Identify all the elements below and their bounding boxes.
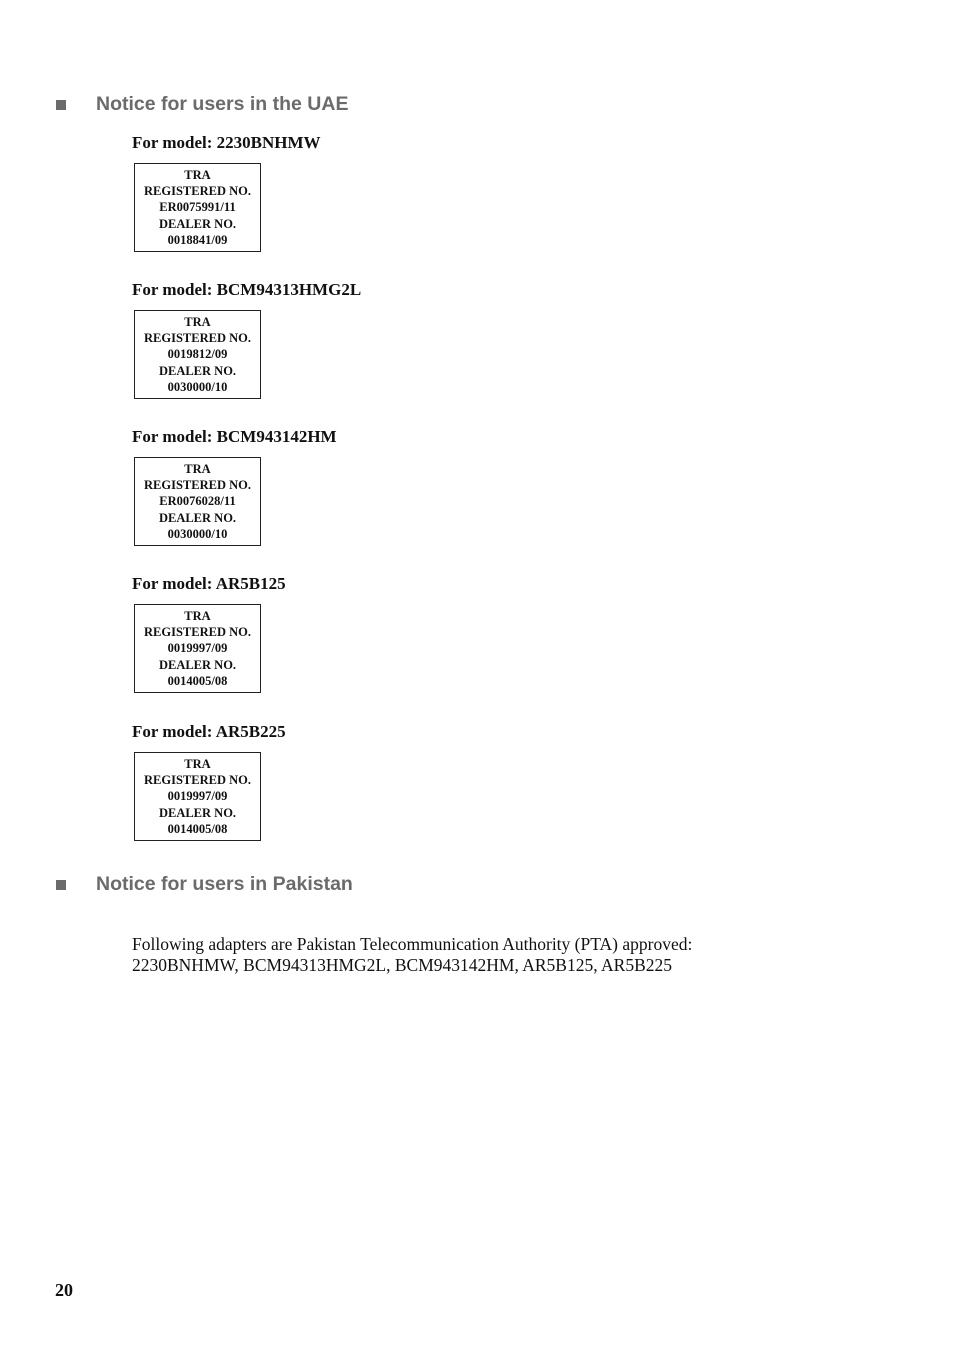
tra-line: TRA — [184, 167, 211, 182]
tra-line: DEALER NO. — [158, 363, 237, 378]
tra-line: REGISTERED NO. — [144, 331, 251, 346]
model-label: For model: BCM94313HMG2L — [132, 280, 362, 299]
tra-line: DEALER NO. — [158, 510, 237, 525]
tra-line: 0030000/10 — [167, 379, 228, 394]
tra-registration-box — [134, 752, 261, 841]
tra-registration-box — [134, 604, 261, 693]
square-bullet-icon — [56, 880, 66, 890]
tra-line: REGISTERED NO. — [144, 773, 251, 788]
tra-line: TRA — [184, 608, 211, 623]
tra-registration-box — [134, 163, 261, 252]
tra-line: REGISTERED NO. — [144, 184, 251, 199]
tra-line: 0018841/09 — [167, 232, 228, 247]
tra-registration-box — [134, 457, 261, 546]
tra-line: 0014005/08 — [167, 673, 228, 688]
uae-heading-text: Notice for users in the UAE — [96, 93, 349, 115]
tra-line: DEALER NO. — [158, 216, 237, 231]
paragraph-line: 2230BNHMW, BCM94313HMG2L, BCM943142HM, AR5B125, AR5B225 — [132, 955, 672, 975]
square-bullet-icon — [56, 100, 66, 110]
tra-line: DEALER NO. — [158, 805, 237, 820]
model-label: For model: AR5B225 — [132, 722, 286, 741]
tra-line: REGISTERED NO. — [144, 478, 251, 493]
tra-line: ER0076028/11 — [159, 494, 236, 509]
pakistan-heading-text: Notice for users in Pakistan — [96, 873, 353, 895]
paragraph-line: Following adapters are Pakistan Telecommunication Authority (PTA) approved: — [132, 934, 693, 954]
model-label: For model: 2230BNHMW — [132, 133, 321, 152]
tra-line: TRA — [184, 314, 211, 329]
tra-line: DEALER NO. — [158, 657, 237, 672]
tra-line: REGISTERED NO. — [144, 625, 251, 640]
tra-line: 0014005/08 — [167, 821, 228, 836]
uae-section-heading — [56, 93, 348, 116]
page-number: 20 — [55, 1280, 73, 1300]
tra-line: 0019997/09 — [167, 641, 228, 656]
tra-line: ER0075991/11 — [159, 200, 236, 215]
tra-line: 0019997/09 — [167, 789, 228, 804]
pakistan-section-heading — [56, 873, 353, 896]
model-label: For model: BCM943142HM — [132, 427, 337, 446]
tra-line: 0030000/10 — [167, 526, 228, 541]
pakistan-paragraph — [132, 934, 832, 976]
tra-line: TRA — [184, 461, 211, 476]
tra-line: TRA — [184, 756, 211, 771]
tra-line: 0019812/09 — [167, 347, 228, 362]
model-label: For model: AR5B125 — [132, 574, 286, 593]
tra-registration-box — [134, 310, 261, 399]
